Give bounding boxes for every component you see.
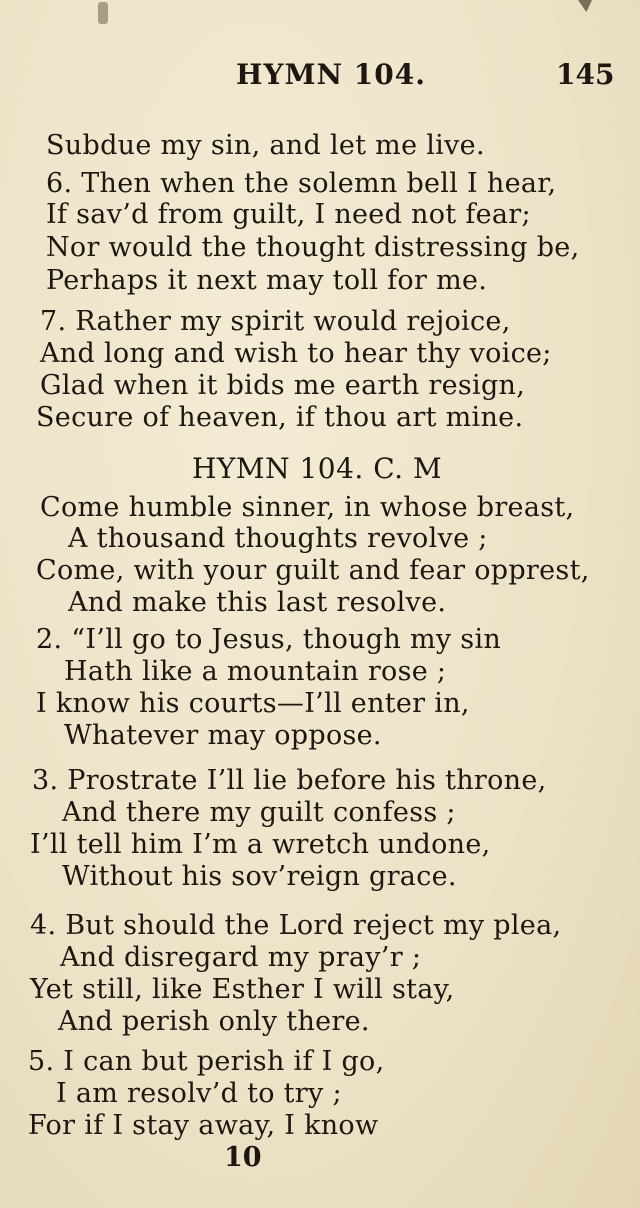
verse-line: If sav’d from guilt, I need not fear;: [46, 199, 531, 230]
verse-line: And perish only there.: [58, 1006, 370, 1037]
verse-line: 5. I can but perish if I go,: [28, 1046, 385, 1077]
running-header-title: HYMN 104.: [236, 58, 426, 91]
verse-line: I am resolv’d to try ;: [56, 1078, 342, 1109]
verse-line: Hath like a mountain rose ;: [64, 656, 447, 687]
verse-line: 2. “I’ll go to Jesus, though my sin: [36, 624, 502, 655]
page-number: 145: [556, 58, 615, 91]
verse-line: For if I stay away, I know: [28, 1110, 379, 1141]
verse-line: Yet still, like Esther I will stay,: [30, 974, 455, 1005]
ink-mark: [98, 2, 108, 24]
verse-line: Secure of heaven, if thou art mine.: [36, 402, 524, 433]
ink-mark: [578, 0, 592, 12]
verse-line: 7. Rather my spirit would rejoice,: [40, 306, 511, 337]
verse-line: Come, with your guilt and fear opprest,: [36, 555, 590, 586]
verse-line: 3. Prostrate I’ll lie before his throne,: [32, 765, 547, 796]
verse-line: Nor would the thought distressing be,: [46, 232, 580, 263]
verse-line: And there my guilt confess ;: [62, 797, 456, 828]
verse-line: Glad when it bids me earth resign,: [40, 370, 526, 401]
verse-line: Come humble sinner, in whose breast,: [40, 492, 575, 523]
verse-line: Without his sov’reign grace.: [62, 861, 457, 892]
verse-line: Perhaps it next may toll for me.: [46, 265, 488, 296]
verse-line: 6. Then when the solemn bell I hear,: [46, 168, 557, 199]
verse-line: I know his courts—I’ll enter in,: [36, 688, 470, 719]
verse-line: And disregard my pray’r ;: [60, 942, 422, 973]
verse-line: And long and wish to hear thy voice;: [40, 338, 552, 369]
verse-line: I’ll tell him I’m a wretch undone,: [30, 829, 491, 860]
signature-mark: 10: [224, 1142, 262, 1173]
hymn-title: HYMN 104. C. M: [192, 452, 443, 485]
verse-line: Subdue my sin, and let me live.: [46, 130, 485, 161]
verse-line: 4. But should the Lord reject my plea,: [30, 910, 562, 941]
verse-line: And make this last resolve.: [68, 587, 447, 618]
verse-line: A thousand thoughts revolve ;: [68, 523, 488, 554]
verse-line: Whatever may oppose.: [64, 720, 382, 751]
